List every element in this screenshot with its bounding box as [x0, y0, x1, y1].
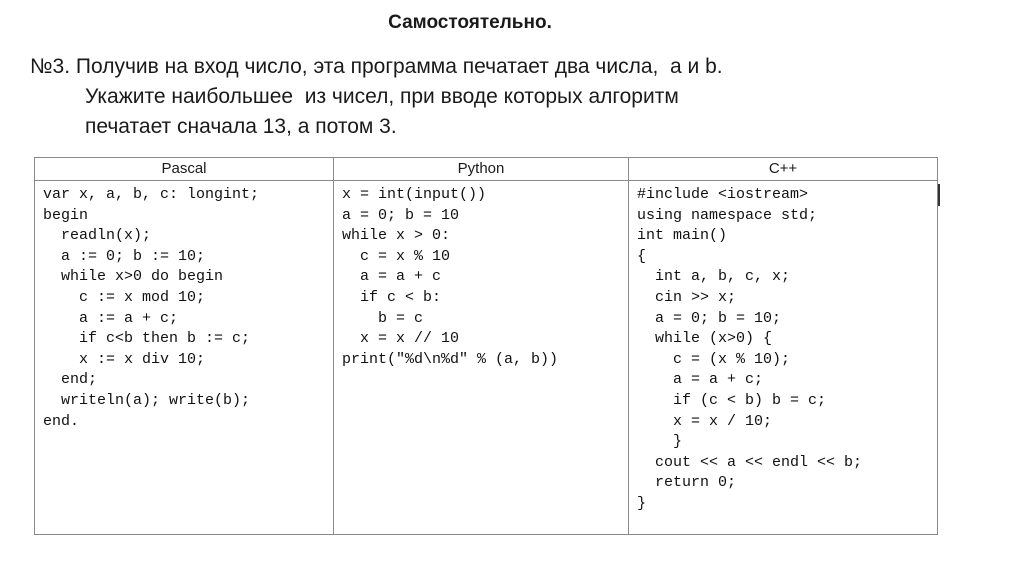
- python-column: [333, 158, 628, 534]
- code-line: while x>0 do begin: [43, 268, 224, 286]
- code-line: a = a + c: [342, 268, 442, 286]
- code-line: b = c: [342, 309, 424, 327]
- code-line: x = x / 10;: [637, 412, 773, 430]
- task-statement: [30, 52, 990, 142]
- code-line: x := x div 10;: [43, 350, 206, 368]
- code-line: while x > 0:: [342, 227, 451, 245]
- cpp-header: C++: [629, 158, 937, 181]
- cpp-code: [637, 185, 937, 515]
- code-line: {: [637, 247, 647, 265]
- task-line-2: Укажите наибольшее из чисел, при вводе которых алгоритм: [85, 85, 679, 108]
- code-line: int a, b, c, x;: [637, 268, 791, 286]
- code-line: int main(): [637, 227, 728, 245]
- pascal-column: [35, 158, 333, 534]
- code-line: cin >> x;: [637, 288, 737, 306]
- code-line: end.: [43, 412, 80, 430]
- python-header: Python: [334, 158, 628, 181]
- code-line: a = 0; b = 10;: [637, 309, 782, 327]
- code-line: while (x>0) {: [637, 330, 773, 348]
- code-line: if c<b then b := c;: [43, 330, 251, 348]
- code-line: }: [637, 494, 647, 512]
- code-line: a := 0; b := 10;: [43, 247, 206, 265]
- code-line: c := x mod 10;: [43, 288, 206, 306]
- code-line: #include <iostream>: [637, 186, 809, 203]
- code-line: writeln(a); write(b);: [43, 391, 251, 409]
- task-line-1: №3. Получив на вход число, эта программа печатает два числа, a и b.: [30, 55, 723, 78]
- edge-mark: [938, 184, 940, 206]
- code-line: a = a + c;: [637, 371, 764, 389]
- code-line: a := a + c;: [43, 309, 179, 327]
- code-line: var x, a, b, c: longint;: [43, 186, 260, 203]
- pascal-code: [43, 185, 333, 432]
- pascal-header: Pascal: [35, 158, 333, 181]
- code-line: c = (x % 10);: [637, 350, 791, 368]
- code-line: if (c < b) b = c;: [637, 391, 827, 409]
- code-line: cout << a << endl << b;: [637, 453, 863, 471]
- code-line: readln(x);: [43, 227, 152, 245]
- slide-title: Самостоятельно.: [388, 12, 552, 33]
- code-line: end;: [43, 371, 98, 389]
- code-table: [34, 157, 938, 535]
- code-line: x = x // 10: [342, 330, 460, 348]
- cpp-column: [628, 158, 937, 534]
- code-line: print("%d\n%d" % (a, b)): [342, 350, 559, 368]
- code-line: c = x % 10: [342, 247, 451, 265]
- code-line: a = 0; b = 10: [342, 206, 460, 224]
- code-line: x = int(input()): [342, 186, 487, 203]
- code-line: using namespace std;: [637, 206, 818, 224]
- code-line: if c < b:: [342, 288, 442, 306]
- code-line: begin: [43, 206, 89, 224]
- code-line: }: [637, 433, 683, 451]
- task-line-3: печатает сначала 13, а потом 3.: [85, 115, 397, 138]
- code-line: return 0;: [637, 474, 737, 492]
- python-code: [342, 185, 628, 370]
